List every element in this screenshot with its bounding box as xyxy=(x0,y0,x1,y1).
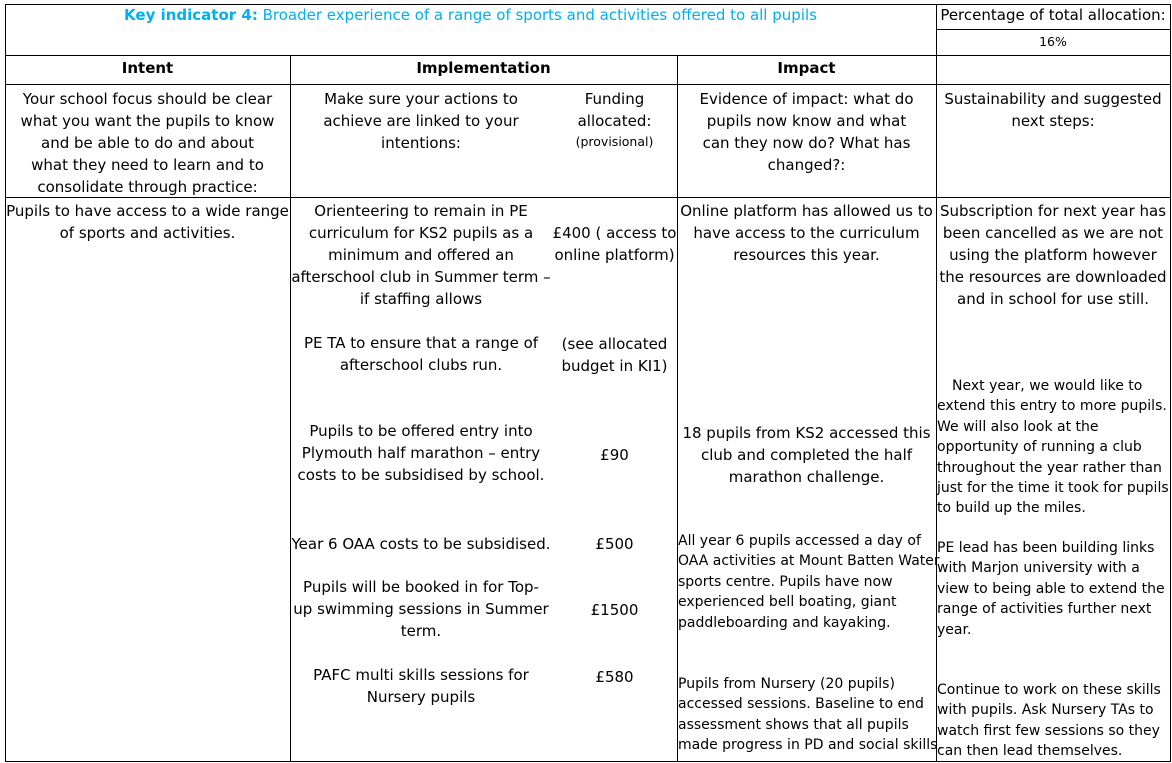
sustainability-line: We will also look at the xyxy=(937,418,1099,435)
funding-prompt-line: allocated: xyxy=(577,112,652,130)
actions-prompt-line: intentions: xyxy=(381,134,461,152)
intent-column-line xyxy=(290,55,291,762)
action-line: afterschool club in Summer term – xyxy=(291,268,551,286)
sustainability-line: extend this entry to more pupils. xyxy=(937,398,1167,415)
impact-line: Pupils from Nursery (20 pupils) xyxy=(678,676,895,692)
funding-pafc xyxy=(552,666,677,688)
impact-line: accessed sessions. Baseline to end xyxy=(678,696,924,713)
action-line: Plymouth half marathon – entry xyxy=(301,444,541,462)
action-half-marathon xyxy=(290,420,552,486)
action-line: costs to be subsidised by school. xyxy=(297,466,545,484)
impact-line: have access to the curriculum xyxy=(693,224,920,242)
impact-line: OAA activities at Mount Batten Water xyxy=(678,553,940,570)
actions-prompt-line: achieve are linked to your xyxy=(323,112,519,130)
intent-text-line: Pupils to have access to a wide range xyxy=(6,202,289,220)
intent-text xyxy=(5,200,290,244)
action-orienteering xyxy=(290,200,552,310)
impact-marathon xyxy=(677,422,936,488)
sustainability-prompt xyxy=(936,88,1170,132)
funding-line: £90 xyxy=(600,446,629,464)
funding-prompt-note: (provisional) xyxy=(575,134,654,149)
sustainability-pe-lead xyxy=(937,538,1165,640)
actions-prompt-line: Make sure your actions to xyxy=(324,90,518,108)
sustainability-line: the resources are downloaded xyxy=(939,268,1167,286)
header-divider xyxy=(5,55,1171,56)
impact-online-platform xyxy=(677,200,936,266)
funding-line: £580 xyxy=(595,668,634,686)
action-line: Orienteering to remain in PE xyxy=(314,202,528,220)
impact-line: assessment shows that all pupils xyxy=(678,716,909,733)
action-line: Nursery pupils xyxy=(366,688,476,706)
actions-prompt xyxy=(290,88,552,154)
sustainability-line: range of activities further next xyxy=(937,601,1152,618)
sustainability-line: Continue to work on these skills xyxy=(937,682,1161,698)
intent-prompt-line: what you want the pupils to know xyxy=(20,112,275,130)
action-line: up swimming sessions in Summer xyxy=(293,600,549,618)
intent-prompt xyxy=(5,88,290,198)
action-line: PE TA to ensure that a range of xyxy=(303,334,539,352)
impact-line: All year 6 pupils accessed a day of xyxy=(678,533,921,549)
action-line: afterschool clubs run. xyxy=(339,356,503,374)
sustainability-line: just for the time it took for pupils xyxy=(937,480,1169,497)
funding-line: online platform) xyxy=(554,246,675,264)
action-line: if staffing allows xyxy=(359,290,483,308)
key-indicator-text: Broader experience of a range of sports and activities offered to all pupils xyxy=(262,6,817,24)
funding-line: £400 ( access to xyxy=(552,224,677,242)
funding-prompt-line: Funding xyxy=(584,90,645,108)
columns-divider xyxy=(5,84,1171,85)
sustainability-continue xyxy=(937,680,1161,762)
funding-line: (see allocated xyxy=(561,335,668,353)
impact-line: marathon challenge. xyxy=(728,468,885,486)
allocation-value: 16% xyxy=(1039,34,1067,49)
action-line: curriculum for KS2 pupils as a xyxy=(308,224,534,242)
sustainability-line: with Marjon university with a xyxy=(937,560,1140,577)
action-line: minimum and offered an xyxy=(328,246,514,264)
sustainability-line: Next year, we would like to xyxy=(952,378,1143,394)
sustainability-prompt-line: Sustainability and suggested xyxy=(944,90,1162,108)
column-intent: Intent xyxy=(121,59,174,77)
impact-line: club and completed the half xyxy=(700,446,913,464)
allocation-divider xyxy=(936,29,1171,30)
action-line: Year 6 OAA costs to be subsidised. xyxy=(291,535,551,553)
table-border-right xyxy=(1170,4,1171,762)
column-impact: Impact xyxy=(777,59,836,77)
sustainability-line: Subscription for next year has xyxy=(939,202,1167,220)
action-line: term. xyxy=(400,622,442,640)
allocation-label: Percentage of total allocation: xyxy=(940,6,1166,24)
intent-text-line: of sports and activities. xyxy=(59,224,236,242)
funding-prompt xyxy=(552,88,677,149)
funding-marathon xyxy=(552,444,677,466)
sustainability-line: with pupils. Ask Nursery TAs to xyxy=(937,702,1154,719)
sustainability-prompt-line: next steps: xyxy=(1011,112,1095,130)
action-year6-oaa xyxy=(290,533,552,555)
sustainability-line: to build up the miles. xyxy=(937,500,1086,517)
sustainability-line: and in school for use still. xyxy=(957,290,1149,308)
sustainability-subscription xyxy=(936,200,1170,310)
impact-line: made progress in PD and social skills. xyxy=(678,737,942,754)
impact-prompt-line: can they now do? What has xyxy=(702,134,911,152)
sustainability-line: watch first few sessions so they xyxy=(937,722,1160,739)
impact-prompt xyxy=(677,88,936,176)
sustainability-line: using the platform however xyxy=(949,246,1157,264)
impact-line: resources this year. xyxy=(733,246,880,264)
intent-prompt-line: what they need to learn and to xyxy=(31,156,264,174)
impact-prompt-line: changed?: xyxy=(767,156,846,174)
sustainability-line: opportunity of running a club xyxy=(937,439,1142,456)
sustainability-line: PE lead has been building links xyxy=(937,540,1155,556)
impact-oaa xyxy=(678,531,940,633)
impact-line: experienced bell boating, giant xyxy=(678,594,897,611)
action-pafc xyxy=(290,664,552,708)
sustainability-line: view to being able to extend the xyxy=(937,580,1165,597)
sustainability-line: year. xyxy=(937,621,972,638)
funding-online-platform xyxy=(552,222,677,266)
sustainability-line: throughout the year rather than xyxy=(937,459,1162,476)
funding-line: budget in KI1) xyxy=(561,357,668,375)
sustainability-line: been cancelled as we are not xyxy=(942,224,1164,242)
impact-line: paddleboarding and kayaking. xyxy=(678,614,891,631)
action-swimming xyxy=(290,576,552,642)
column-implementation: Implementation xyxy=(416,59,551,77)
intent-prompt-line: consolidate through practice: xyxy=(37,178,258,196)
intent-prompt-line: Your school focus should be clear xyxy=(22,90,273,108)
funding-oaa xyxy=(552,533,677,555)
key-indicator-heading xyxy=(5,4,936,26)
action-pe-ta xyxy=(290,332,552,376)
impact-prompt-line: pupils now know and what xyxy=(706,112,907,130)
funding-line: £500 xyxy=(595,535,634,553)
sustainability-line: can then lead themselves. xyxy=(937,743,1123,760)
key-indicator-label: Key indicator 4: xyxy=(124,6,258,24)
intent-prompt-line: and be able to do and about xyxy=(41,134,254,152)
funding-see-ki1 xyxy=(552,333,677,377)
impact-line: sports centre. Pupils have now xyxy=(678,573,893,590)
funding-line: £1500 xyxy=(590,601,639,619)
impact-prompt-line: Evidence of impact: what do xyxy=(699,90,914,108)
impact-line: 18 pupils from KS2 accessed this xyxy=(682,424,931,442)
action-line: Pupils to be offered entry into xyxy=(309,422,533,440)
impact-line: Online platform has allowed us to xyxy=(680,202,933,220)
action-line: Pupils will be booked in for Top- xyxy=(303,578,539,596)
action-line: PAFC multi skills sessions for xyxy=(313,666,529,684)
funding-swimming xyxy=(552,599,677,621)
impact-nursery xyxy=(678,674,942,756)
sustainability-next-year xyxy=(937,376,1169,519)
